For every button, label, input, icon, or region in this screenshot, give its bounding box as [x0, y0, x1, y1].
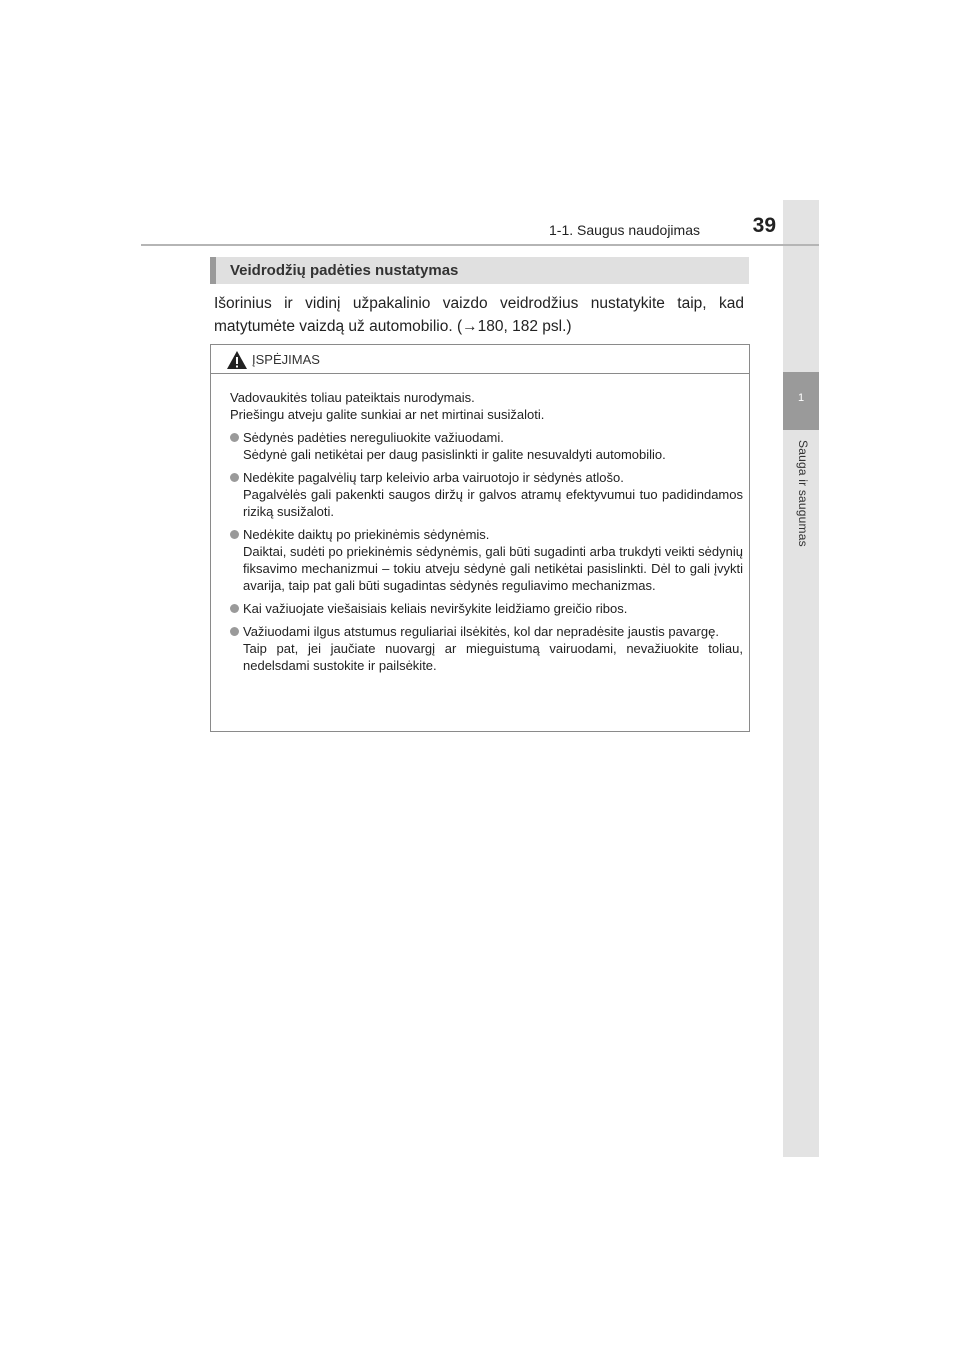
warning-item-heading: Sėdynės padėties nereguliuokite važiuodami. [243, 430, 504, 445]
warning-item-heading: Kai važiuojate viešaisiais keliais neviršykite leidžiamo greičio ribos. [243, 601, 628, 616]
warning-item [230, 429, 743, 463]
chapter-side-strip [783, 200, 819, 1157]
page-number: 39 [752, 214, 776, 237]
header-divider [141, 244, 819, 246]
warning-item [230, 623, 743, 674]
warning-item-detail: Sėdynė gali netikėtai per daug pasislinkti ir galite nesuvaldyti automobilio. [243, 447, 666, 462]
warning-triangle-icon [226, 350, 248, 370]
bullet-dot-icon [230, 473, 239, 482]
warning-item [230, 600, 743, 617]
warning-item-detail: Taip pat, jei jaučiate nuovargį ar mieguistumą vairuodami, nevažiuokite toliau, nedelsdami sustokite ir pailsėkite. [243, 641, 743, 673]
warning-item-detail: Pagalvėlės gali pakenkti saugos diržų ir galvos atramų efektyvumui tuo padidindamos riziką susižaloti. [243, 487, 743, 519]
bullet-dot-icon [230, 604, 239, 613]
warning-item [230, 526, 743, 594]
bullet-dot-icon [230, 627, 239, 636]
bullet-dot-icon [230, 530, 239, 539]
warning-body [230, 389, 743, 674]
warning-item-heading: Nedėkite pagalvėlių tarp keleivio arba vairuotojo ir sėdynės atlošo. [243, 470, 624, 485]
intro-paragraph: Išorinius ir vidinį užpakalinio vaizdo veidrodžius nustatykite taip, kad matytumėte vaizdą už automobilio. (→180, 182 psl.) [214, 295, 744, 335]
warning-item [230, 469, 743, 520]
warning-intro-line: Vadovaukitės toliau pateiktais nurodymais. [230, 390, 475, 405]
warning-item-detail: Daiktai, sudėti po priekinėmis sėdynėmis, gali būti sugadinti arba trukdyti veikti sėdynių fiksavimo mechanizmui – tokiu atveju sėdynė gali netikėtai pasislinkti. Dėl to gali įvykti avarija, taip pat gali būti sugadintas sėdynės reguliavimo mechanizmas. [243, 544, 743, 593]
chapter-title-vertical: Sauga ir saugumas [796, 440, 810, 547]
warning-title: ĮSPĖJIMAS [252, 352, 320, 367]
bullet-dot-icon [230, 433, 239, 442]
chapter-number-tab: 1 [783, 372, 819, 430]
section-heading-bar [210, 257, 749, 284]
warning-intro-line: Priešingu atveju galite sunkiai ar net mirtinai susižaloti. [230, 407, 545, 422]
warning-item-heading: Nedėkite daiktų po priekinėmis sėdynėmis. [243, 527, 490, 542]
section-title: Veidrodžių padėties nustatymas [230, 262, 459, 279]
warning-item-heading: Važiuodami ilgus atstumus reguliariai ilsėkitės, kol dar nepradėsite jaustis pavargę. [243, 624, 719, 639]
header-section-title: 1-1. Saugus naudojimas [549, 222, 700, 238]
warning-box [210, 344, 750, 732]
warning-header [211, 345, 749, 374]
